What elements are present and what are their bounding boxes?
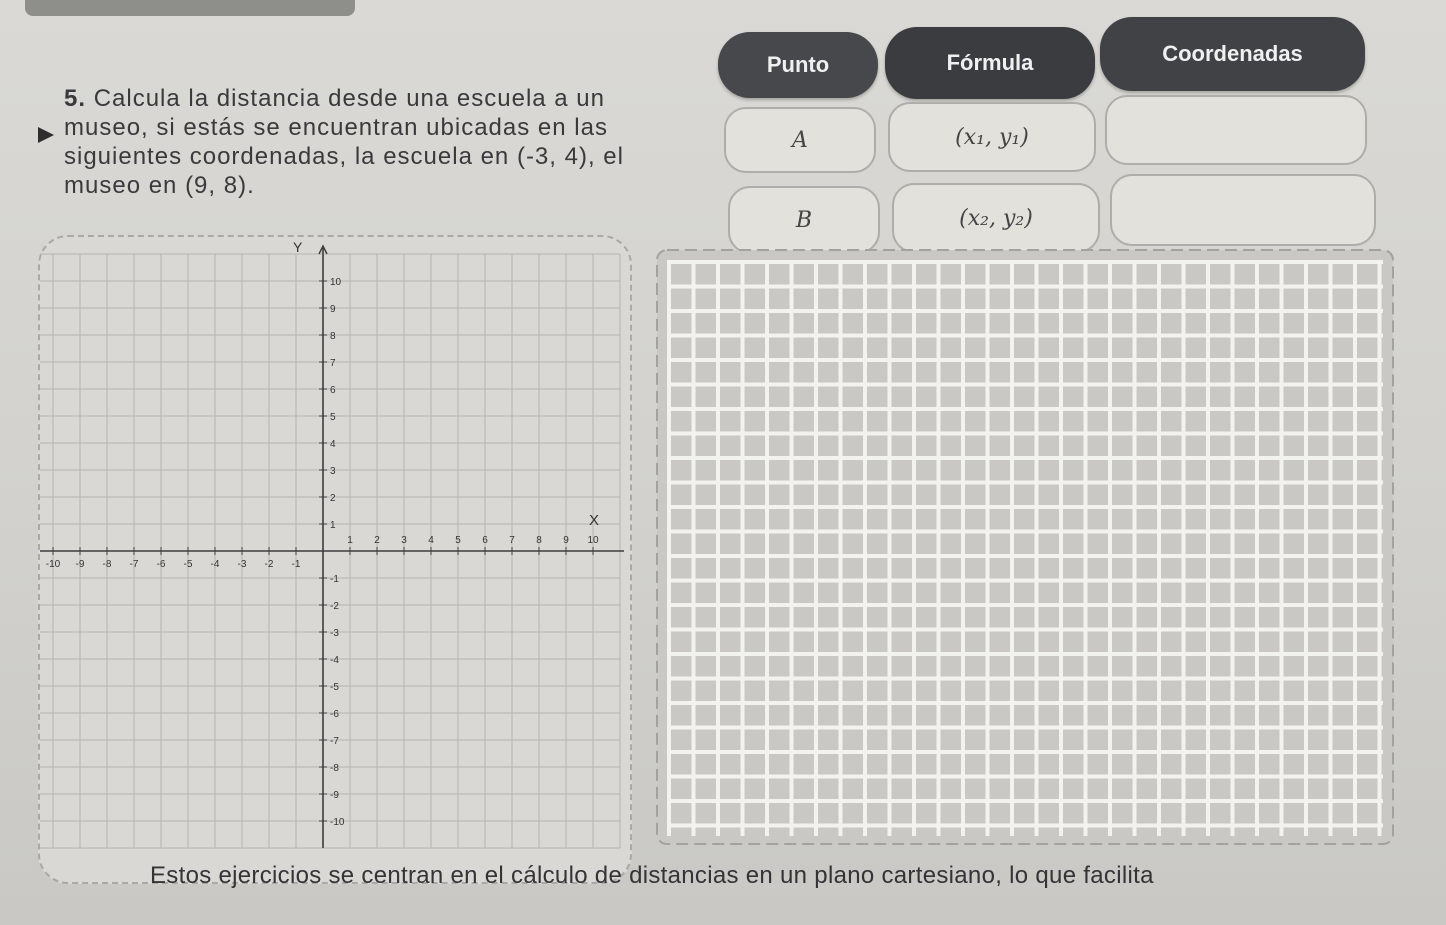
x-tick-label: 4 — [428, 535, 434, 546]
y-tick-label: 9 — [330, 304, 336, 315]
x-tick-label: 8 — [536, 535, 542, 546]
cell-point-a: A — [724, 107, 876, 173]
y-tick-label: -8 — [330, 763, 339, 774]
x-tick-label: -7 — [129, 559, 139, 570]
x-tick-label: -1 — [291, 559, 301, 570]
x-tick-label: -2 — [264, 559, 274, 570]
y-tick-label: 10 — [330, 277, 342, 288]
y-tick-label: 3 — [330, 466, 336, 477]
header-formula: Fórmula — [885, 27, 1095, 99]
header-coordenadas: Coordenadas — [1100, 17, 1365, 91]
problem-line-2: museo, si estás se encuentran ubicadas en las — [64, 114, 608, 141]
x-tick-label: 10 — [587, 535, 599, 546]
cartesian-plane — [40, 237, 630, 882]
y-tick-label: 5 — [330, 412, 336, 423]
scratch-grid-area[interactable] — [655, 248, 1395, 848]
problem-statement — [40, 84, 700, 200]
x-tick-label: 7 — [509, 535, 515, 546]
cell-formula-b: (x₂, y₂) — [892, 183, 1100, 253]
cartesian-plane-box — [38, 235, 632, 884]
problem-line-3: siguientes coordenadas, la escuela en (-3, 4), el — [64, 143, 624, 170]
x-tick-label: -9 — [75, 559, 85, 570]
footer-text: Estos ejercicios se centran en el cálculo de distancias en un plano cartesiano, lo que facilita — [150, 862, 1154, 889]
y-tick-label: -3 — [330, 628, 339, 639]
problem-line-4: museo en (9, 8). — [64, 172, 255, 199]
x-tick-label: 6 — [482, 535, 488, 546]
top-color-bar — [25, 0, 355, 16]
y-tick-label: -2 — [330, 601, 339, 612]
x-tick-label: -6 — [156, 559, 166, 570]
x-axis-label: X — [589, 512, 600, 529]
cell-formula-a: (x₁, y₁) — [888, 102, 1096, 172]
y-tick-label: -7 — [330, 736, 339, 747]
x-tick-label: -3 — [237, 559, 247, 570]
y-tick-label: -4 — [330, 655, 339, 666]
x-tick-label: 1 — [347, 535, 353, 546]
x-tick-label: -8 — [102, 559, 112, 570]
x-tick-label: 2 — [374, 535, 380, 546]
header-punto: Punto — [718, 32, 878, 98]
y-tick-label: 4 — [330, 439, 336, 450]
y-tick-label: -1 — [330, 574, 339, 585]
y-tick-label: 1 — [330, 520, 336, 531]
x-tick-label: 3 — [401, 535, 407, 546]
cell-coords-b[interactable] — [1110, 174, 1376, 246]
y-tick-label: 2 — [330, 493, 336, 504]
x-tick-label: 5 — [455, 535, 461, 546]
y-tick-label: -5 — [330, 682, 339, 693]
x-tick-label: -5 — [183, 559, 193, 570]
scratch-grid — [655, 248, 1395, 848]
problem-number: 5. — [64, 85, 87, 112]
x-tick-label: -10 — [45, 559, 61, 570]
y-axis-label: Y — [293, 239, 303, 255]
y-tick-label: -9 — [330, 790, 339, 801]
x-tick-label: 9 — [563, 535, 569, 546]
cell-coords-a[interactable] — [1105, 95, 1367, 165]
y-tick-label: -10 — [330, 817, 345, 828]
problem-line-1: Calcula la distancia desde una escuela a un — [93, 85, 606, 112]
y-tick-label: 8 — [330, 331, 336, 342]
cell-point-b: B — [728, 186, 880, 254]
y-tick-label: -6 — [330, 709, 339, 720]
y-tick-label: 6 — [330, 385, 336, 396]
y-tick-label: 7 — [330, 358, 336, 369]
x-tick-label: -4 — [210, 559, 220, 570]
